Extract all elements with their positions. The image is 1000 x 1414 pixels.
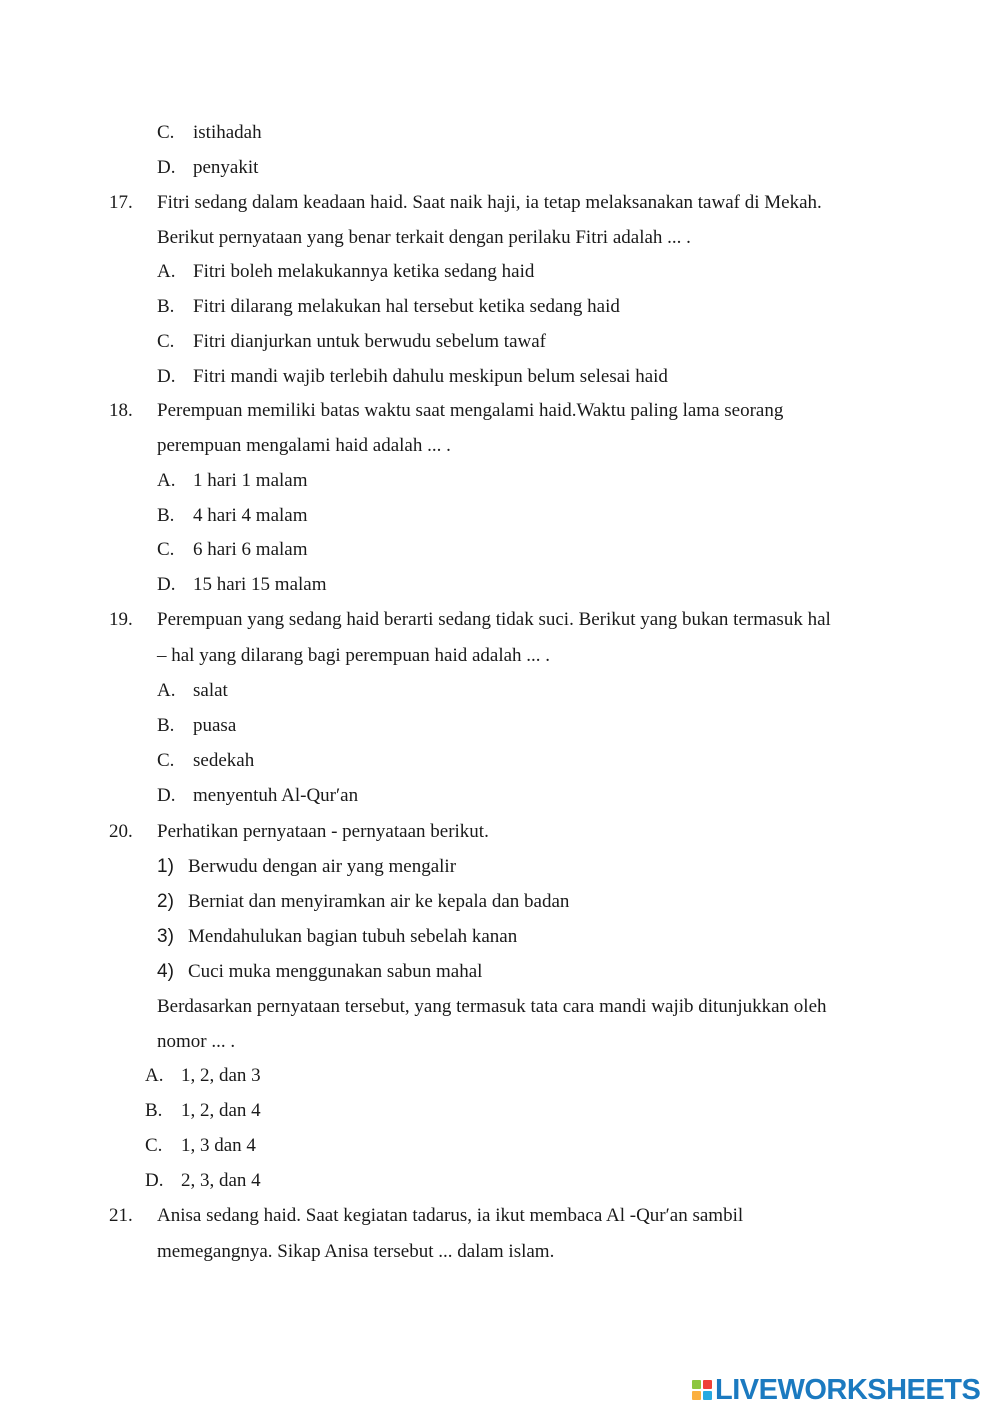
option-text: 4 hari 4 malam xyxy=(193,505,308,526)
option-text: Fitri mandi wajib terlebih dahulu meskipun belum selesai haid xyxy=(193,366,668,387)
question-text: Perempuan yang sedang haid berarti sedang tidak suci. Berikut yang bukan termasuk hal xyxy=(157,609,831,630)
question-number: 19. xyxy=(109,609,133,630)
option-text: 1, 3 dan 4 xyxy=(181,1135,256,1156)
option-letter: C. xyxy=(157,539,175,560)
option-letter: D. xyxy=(157,574,176,595)
statement-text: Berniat dan menyiramkan air ke kepala dan badan xyxy=(188,891,570,912)
option-text: 2, 3, dan 4 xyxy=(181,1170,261,1191)
logo-square-yellow xyxy=(692,1391,701,1400)
option-text: 1, 2, dan 3 xyxy=(181,1065,261,1086)
option-letter: D. xyxy=(157,157,176,178)
option-letter: C. xyxy=(157,331,175,352)
question-text: Perempuan memiliki batas waktu saat mengalami haid.Waktu paling lama seorang xyxy=(157,400,784,421)
statement-text: Cuci muka menggunakan sabun mahal xyxy=(188,961,483,982)
question-number: 20. xyxy=(109,821,133,842)
option-letter: A. xyxy=(157,680,176,701)
option-letter: A. xyxy=(157,470,176,491)
statement-text: Berwudu dengan air yang mengalir xyxy=(188,856,457,877)
logo-square-green xyxy=(692,1380,701,1389)
option-letter: A. xyxy=(157,261,176,282)
question-text-continued: perempuan mengalami haid adalah ... . xyxy=(157,435,451,456)
option-text: puasa xyxy=(193,715,237,736)
liveworksheets-wordmark: LIVEWORKSHEETS xyxy=(715,1374,981,1406)
option-letter: D. xyxy=(145,1170,164,1191)
question-text: Anisa sedang haid. Saat kegiatan tadarus, ia ikut membaca Al -Qur′an sambil xyxy=(157,1205,744,1226)
option-text: Fitri boleh melakukannya ketika sedang haid xyxy=(193,261,535,282)
option-text: penyakit xyxy=(193,157,259,178)
question-number: 17. xyxy=(109,192,133,213)
question-number: 18. xyxy=(109,400,133,421)
option-text: 15 hari 15 malam xyxy=(193,574,327,595)
option-text: sedekah xyxy=(193,750,255,771)
question-text-continued: – hal yang dilarang bagi perempuan haid adalah ... . xyxy=(157,645,551,666)
option-text: Fitri dilarang melakukan hal tersebut ketika sedang haid xyxy=(193,296,620,317)
option-letter: A. xyxy=(145,1065,164,1086)
option-text: 1, 2, dan 4 xyxy=(181,1100,261,1121)
option-text: salat xyxy=(193,680,228,701)
option-letter: C. xyxy=(157,750,175,771)
option-letter: B. xyxy=(157,505,175,526)
question-text: Fitri sedang dalam keadaan haid. Saat naik haji, ia tetap melaksanakan tawaf di Mekah. xyxy=(157,192,822,213)
option-letter: B. xyxy=(157,715,175,736)
liveworksheets-logo-icon xyxy=(692,1380,712,1400)
logo-square-red xyxy=(703,1380,712,1389)
option-text: 1 hari 1 malam xyxy=(193,470,308,491)
logo-square-blue xyxy=(703,1391,712,1400)
option-text: Fitri dianjurkan untuk berwudu sebelum tawaf xyxy=(193,331,547,352)
question-text-continued: nomor ... . xyxy=(157,1031,236,1052)
option-letter: C. xyxy=(157,122,175,143)
statement-text: Mendahulukan bagian tubuh sebelah kanan xyxy=(188,926,518,947)
option-letter: C. xyxy=(145,1135,163,1156)
statement-number: 3) xyxy=(157,926,174,947)
statement-number: 1) xyxy=(157,856,174,877)
option-text: menyentuh Al-Qur′an xyxy=(193,785,359,806)
statement-number: 4) xyxy=(157,961,174,982)
option-letter: D. xyxy=(157,785,176,806)
option-text: 6 hari 6 malam xyxy=(193,539,308,560)
statement-number: 2) xyxy=(157,891,174,912)
question-number: 21. xyxy=(109,1205,133,1226)
question-text: Perhatikan pernyataan - pernyataan berikut. xyxy=(157,821,489,842)
option-letter: B. xyxy=(157,296,175,317)
option-text: istihadah xyxy=(193,122,262,143)
question-text-continued: memegangnya. Sikap Anisa tersebut ... dalam islam. xyxy=(157,1241,555,1262)
liveworksheets-logo xyxy=(692,1374,980,1406)
question-text-continued: Berdasarkan pernyataan tersebut, yang termasuk tata cara mandi wajib ditunjukkan oleh xyxy=(157,996,827,1017)
option-letter: D. xyxy=(157,366,176,387)
question-text-continued: Berikut pernyataan yang benar terkait dengan perilaku Fitri adalah ... . xyxy=(157,227,691,248)
option-letter: B. xyxy=(145,1100,163,1121)
